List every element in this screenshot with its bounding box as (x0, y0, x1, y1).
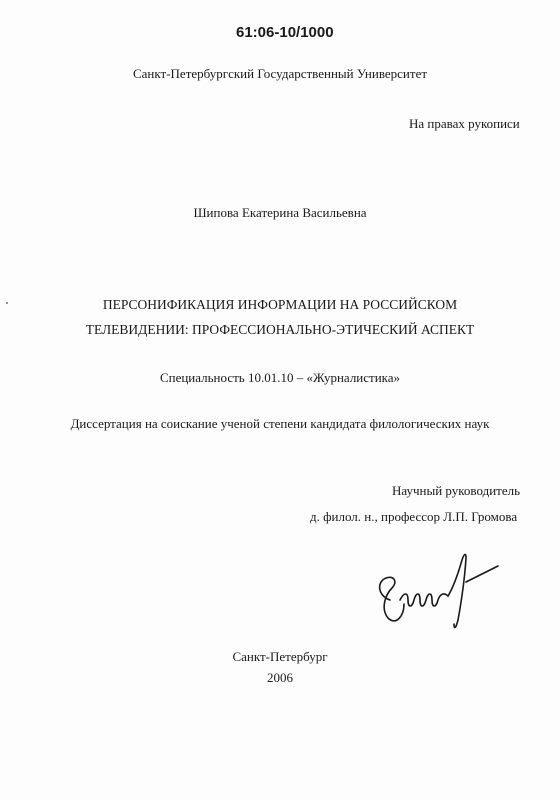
city: Санкт-Петербург (232, 649, 328, 664)
document-code: 61:06-10/1000 (236, 24, 334, 41)
thesis-title-line-2: ТЕЛЕВИДЕНИИ: ПРОФЕССИОНАЛЬНО-ЭТИЧЕСКИЙ АСПЕКТ (85, 322, 475, 337)
supervisor-name: д. филол. н., профессор Л.П. Громова (310, 509, 518, 524)
supervisor-label: Научный руководитель (392, 483, 521, 498)
university-name: Санкт-Петербургский Государственный Университет (132, 66, 428, 81)
author-name: Шипова Екатерина Васильевна (193, 205, 367, 220)
scan-speck (6, 302, 8, 304)
dissertation-degree: Диссертация на соискание ученой степени кандидата филологических наук (70, 416, 490, 431)
specialty: Специальность 10.01.10 – «Журналистика» (159, 370, 401, 385)
year: 2006 (267, 670, 293, 685)
rights-notice: На правах рукописи (409, 116, 520, 131)
thesis-title-line-1: ПЕРСОНИФИКАЦИЯ ИНФОРМАЦИИ НА РОССИЙСКОМ (102, 297, 458, 312)
handwritten-signature (370, 538, 500, 638)
